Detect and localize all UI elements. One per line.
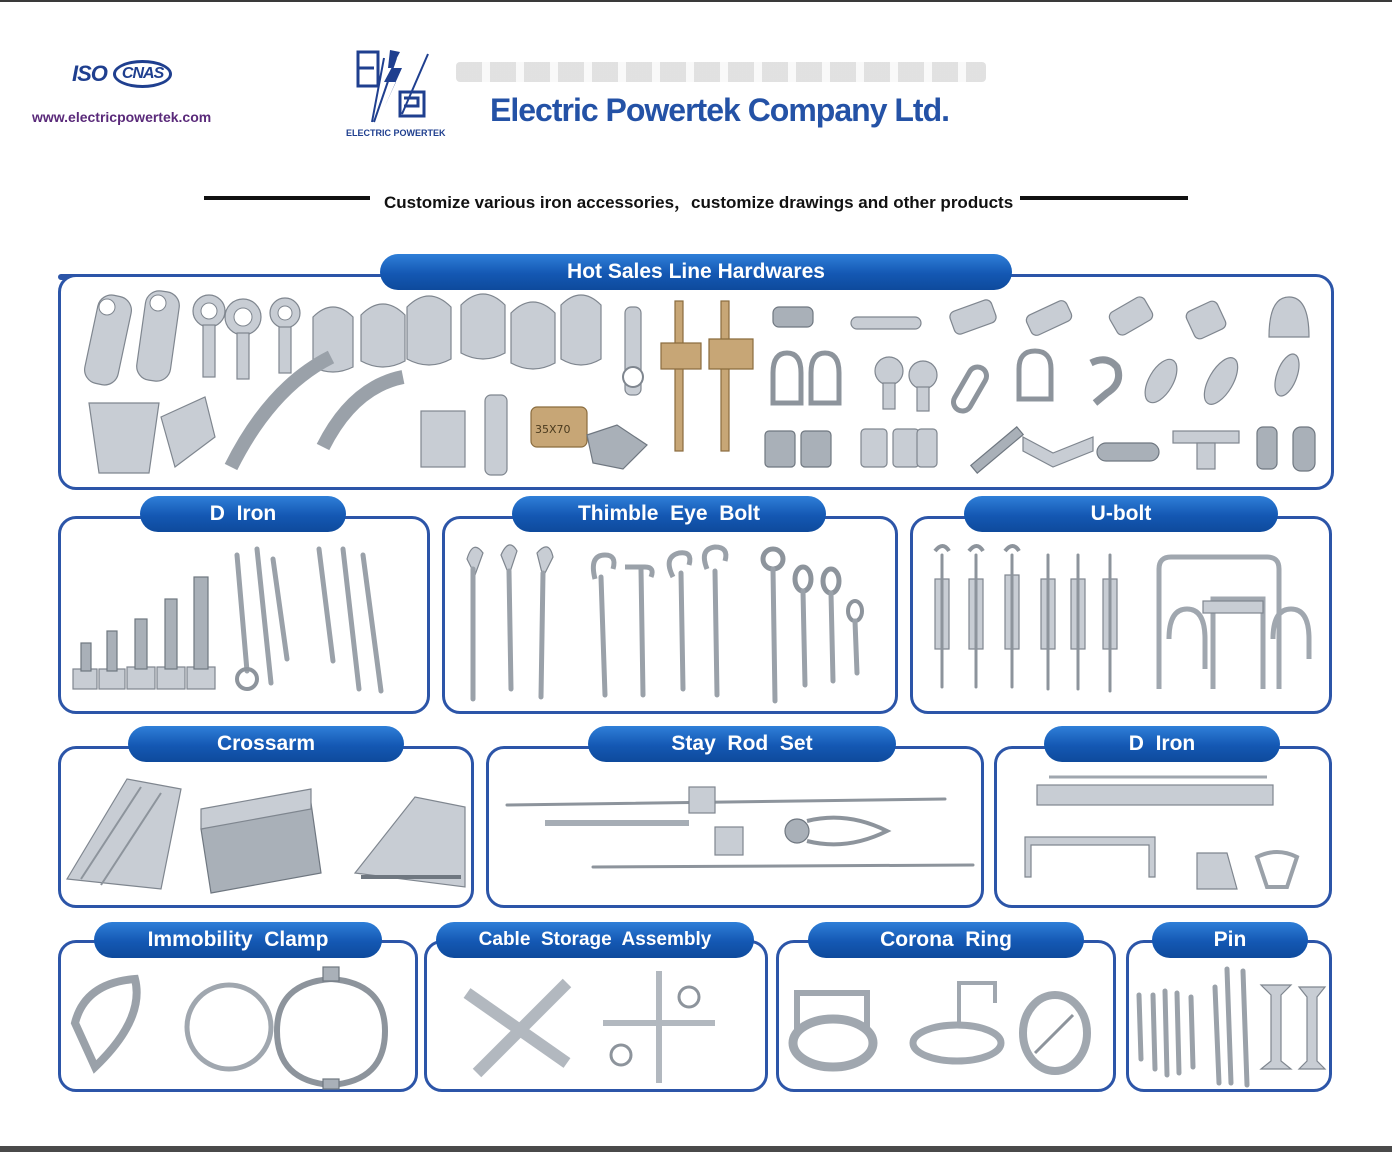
socket-clevis-icon [82,289,181,387]
hook-bolt-icon [593,547,726,695]
small-fittings-icon [773,295,1309,341]
title-stay-rod-set: Stay Rod Set [588,726,896,762]
panel-cable-storage [424,940,768,1092]
shackle-row-icon [773,351,1304,414]
ball-eye-icon [193,295,300,379]
u-bolt-icon [1159,557,1309,689]
company-name: Electric Powertek Company Ltd. [490,92,950,128]
company-logo [344,48,440,140]
cnas-logo: CNAS [113,60,172,88]
title-u-bolt: U-bolt [964,496,1278,532]
turnbuckle-icon [935,546,1117,691]
panel-thimble-eye-bolt [442,516,898,714]
panel-immobility-clamp [58,940,418,1092]
panel-pin [1126,940,1332,1092]
panel-corona-ring [776,940,1116,1092]
cable-storage-icon [467,971,715,1083]
panel-d-iron-2 [994,746,1332,908]
title-pin: Pin [1152,922,1308,958]
corona-ring-icon [793,983,1087,1071]
thimble-eye-bolts [445,519,895,711]
panel-crossarm [58,746,474,908]
d-iron-bolts [61,519,427,711]
d-iron-brackets [997,749,1329,905]
panel-hot-sales [58,274,1334,490]
tagline-rule-left [204,196,370,200]
hex-bolt-icon [73,577,215,689]
tagline-row [204,184,1188,212]
grounding-clamp-icon [661,301,753,451]
bracket-icon [1025,777,1297,889]
eye-bolt-icon [763,549,862,701]
stay-rod-icon [507,787,973,867]
title-cable-storage: Cable Storage Assembly [436,922,754,958]
clamp-marking-text: 35X70 [535,423,571,436]
iso-logo: ISO [72,61,107,86]
panel-stay-rod-set [486,746,984,908]
certification-logos [72,60,172,88]
thimble-bolt-icon [467,545,553,699]
pole-clamp-icon [75,967,385,1089]
immobility-clamp-products [61,943,415,1089]
hot-sales-products [61,277,1331,487]
crossarm-products [61,749,471,905]
socket-eye-icon [313,294,601,372]
title-immobility-clamp: Immobility Clamp [94,922,382,958]
panel-d-iron-1 [58,516,430,714]
bottom-border [0,1146,1392,1152]
title-thimble-eye-bolt: Thimble Eye Bolt [512,496,826,532]
website-link[interactable]: www.electricpowertek.com [32,109,212,125]
strain-clamp-icon [89,357,647,475]
tagline-rule-right [1020,196,1188,200]
eye-bolt-long-icon [237,549,381,691]
corona-ring-products [779,943,1113,1089]
blurred-chinese-title [456,62,986,82]
turnbuckles-and-u-bolts [913,519,1329,711]
stay-rod-products [489,749,981,905]
title-d-iron-1: D Iron [140,496,346,532]
cable-storage-products [427,943,765,1089]
title-crossarm: Crossarm [128,726,404,762]
logo-caption: ELECTRIC POWERTEK [346,128,446,138]
top-border [0,0,1392,2]
clevis-row-icon [765,427,1315,473]
panel-u-bolt [910,516,1332,714]
swivel-link-icon [623,307,643,395]
insulator-pin-icon [1139,969,1325,1085]
title-d-iron-2: D Iron [1044,726,1280,762]
title-corona-ring: Corona Ring [808,922,1084,958]
angle-steel-icon [67,779,465,893]
pin-products [1129,943,1329,1089]
title-hot-sales: Hot Sales Line Hardwares [380,254,1012,290]
tagline: Customize various iron accessories，customize drawings and other products [384,193,1014,212]
